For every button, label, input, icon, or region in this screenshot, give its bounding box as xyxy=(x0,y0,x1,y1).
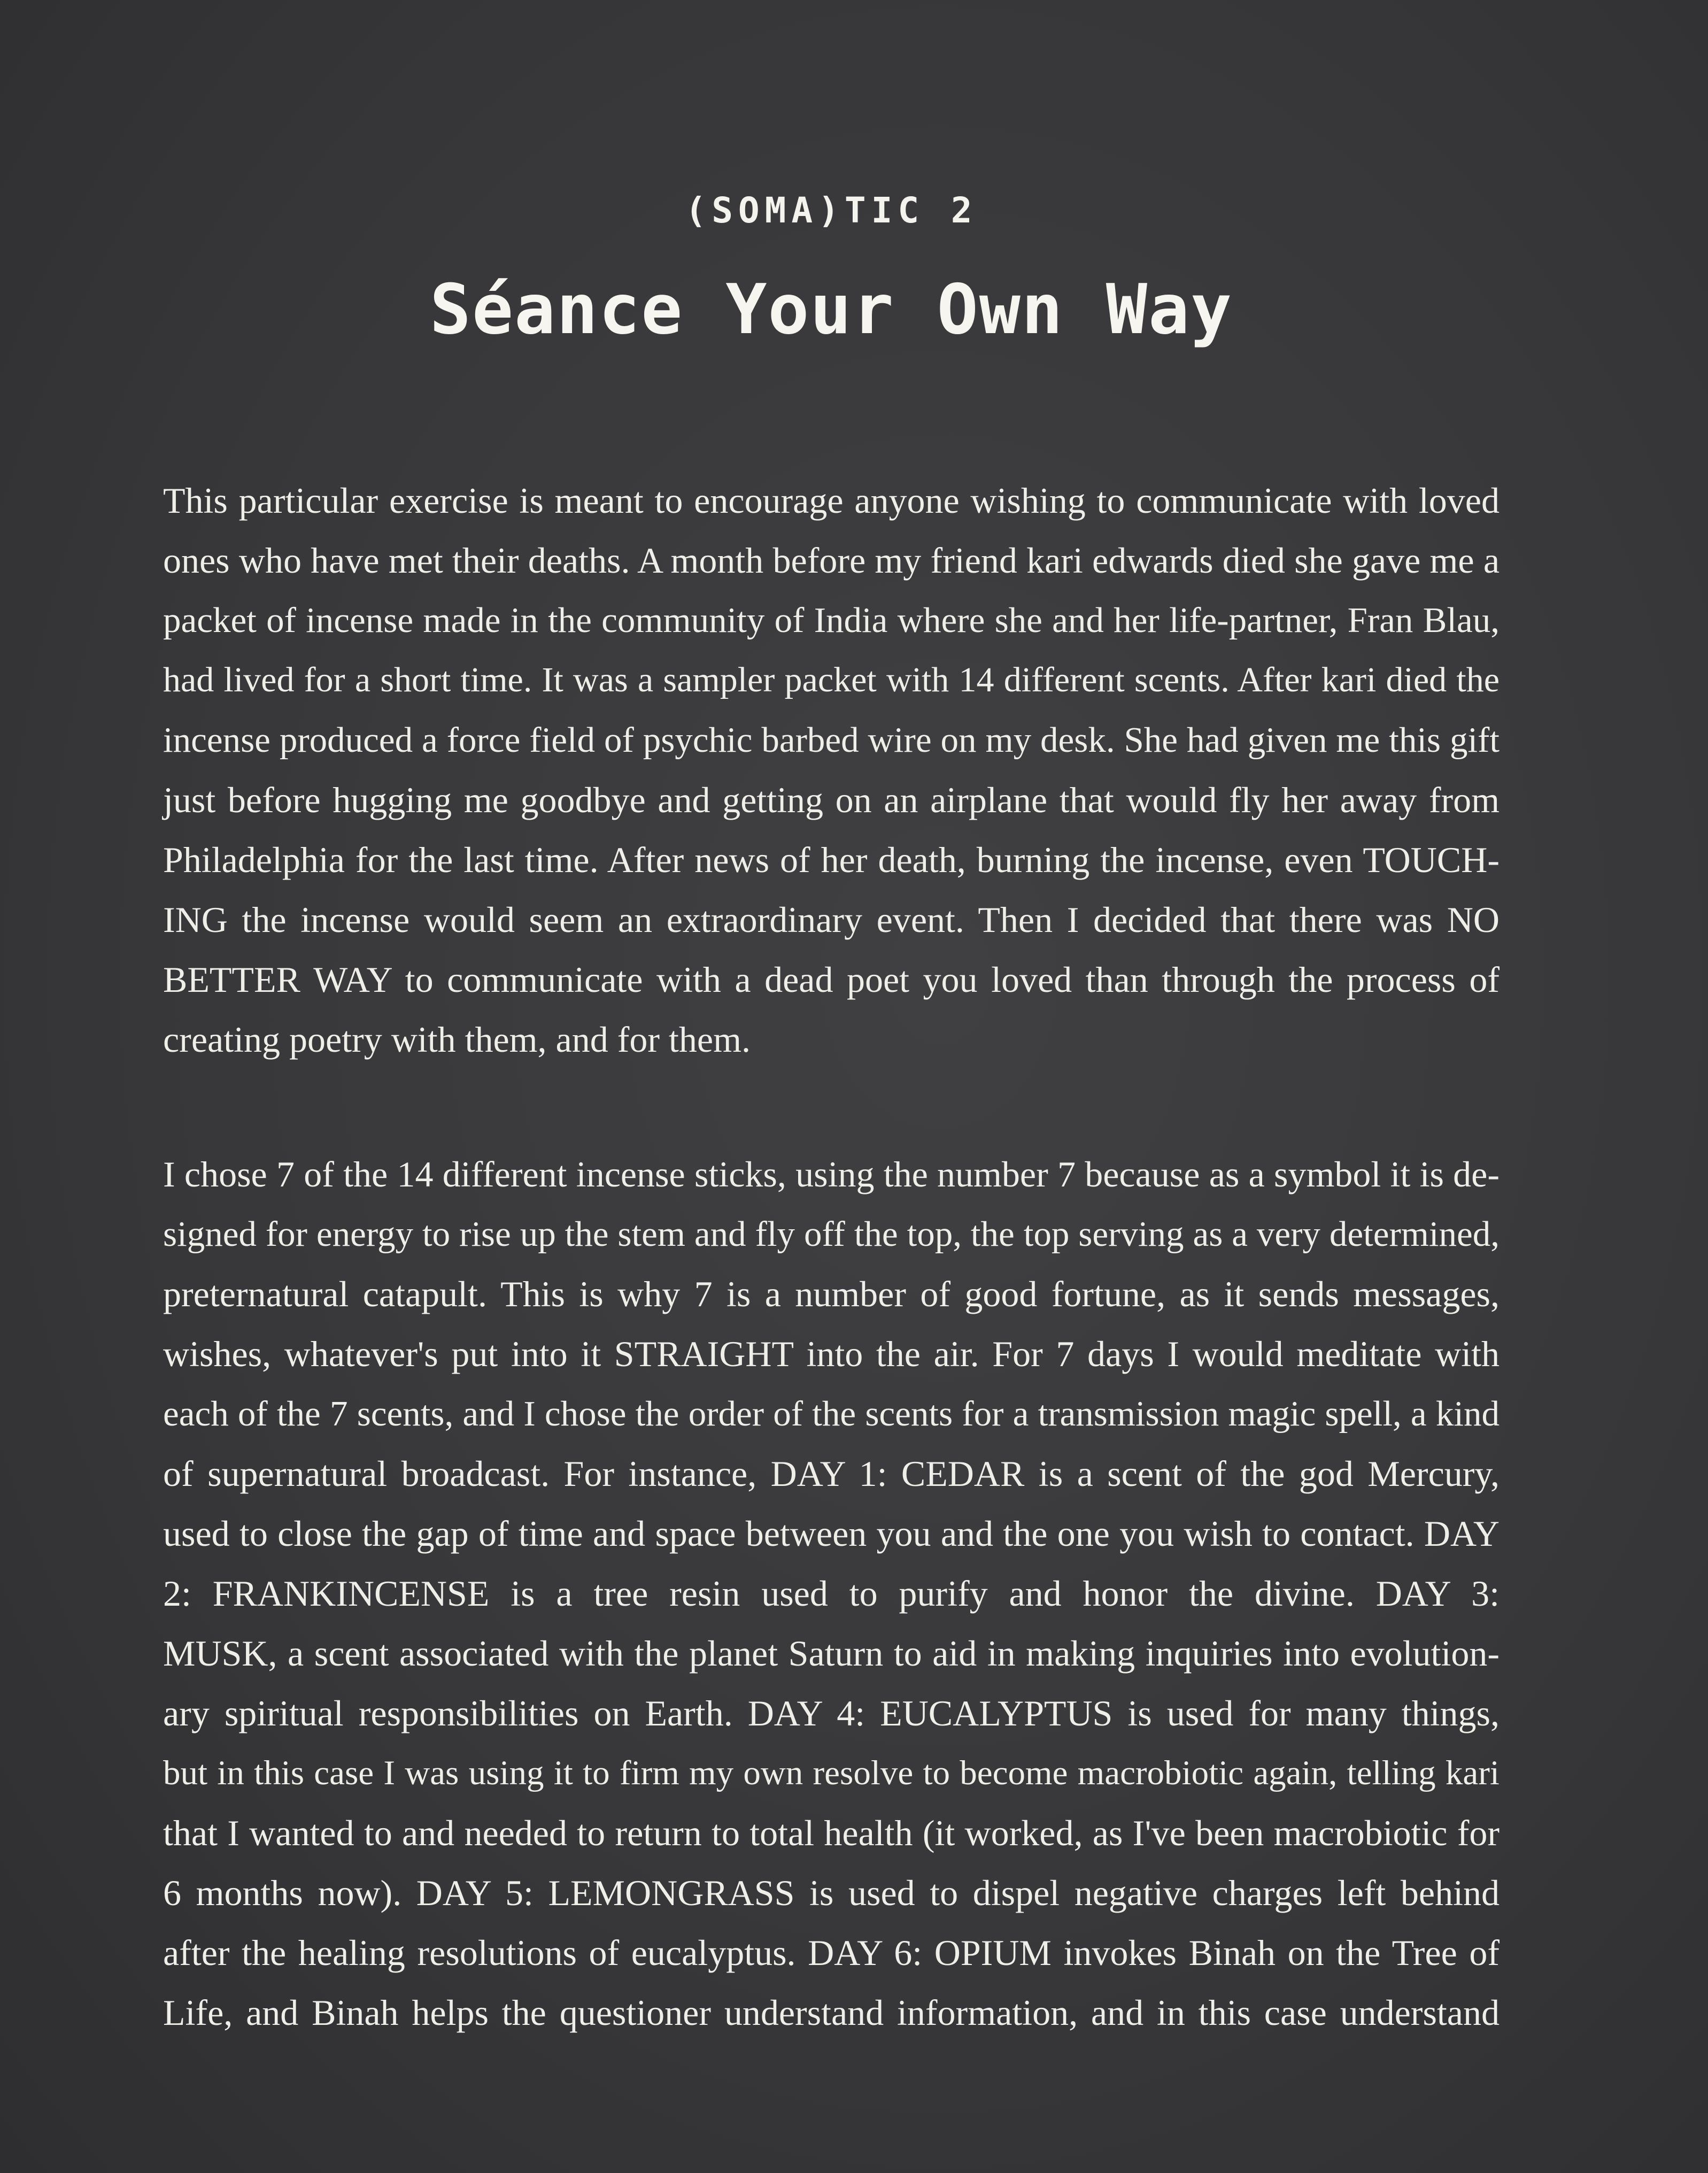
text-line: each of the 7 scents, and I chose the order of the scents for a transmission magic spell, a kind xyxy=(163,1394,1500,1434)
text-line: of supernatural broadcast. For instance, DAY 1: CEDAR is a scent of the god Mercury, xyxy=(163,1453,1500,1494)
text-line: wishes, whatever's put into it STRAIGHT into the air. For 7 days I would meditate with xyxy=(163,1334,1500,1374)
text-line: Life, and Binah helps the questioner understand information, and in this case understand xyxy=(163,1992,1500,2033)
text-line: signed for energy to rise up the stem and fly off the top, the top serving as a very determined, xyxy=(163,1214,1500,1254)
text-line: that I wanted to and needed to return to total health (it worked, as I've been macrobiotic for xyxy=(163,1813,1500,1853)
text-line: Philadelphia for the last time. After news of her death, burning the incense, even TOUCH- xyxy=(163,839,1500,880)
text-line: I chose 7 of the 14 different incense sticks, using the number 7 because as a symbol it is de- xyxy=(163,1154,1500,1195)
text-line: used to close the gap of time and space between you and the one you wish to contact. DAY xyxy=(163,1513,1500,1554)
text-line: 2: FRANKINCENSE is a tree resin used to purify and honor the divine. DAY 3: xyxy=(163,1573,1500,1614)
text-line: 6 months now). DAY 5: LEMONGRASS is used to dispel negative charges left behind xyxy=(163,1873,1500,1913)
text-line: but in this case I was using it to firm my own resolve to become macrobiotic again, telling kari xyxy=(163,1754,1500,1792)
text-line: after the healing resolutions of eucalyptus. DAY 6: OPIUM invokes Binah on the Tree of xyxy=(163,1932,1500,1973)
text-line: ones who have met their deaths. A month before my friend kari edwards died she gave me a xyxy=(163,540,1500,581)
paragraph-2 xyxy=(163,1144,1500,2043)
text-line: incense produced a force field of psychic barbed wire on my desk. She had given me this gift xyxy=(163,720,1500,760)
text-line: This particular exercise is meant to encourage anyone wishing to communicate with loved xyxy=(163,480,1500,521)
text-line: ING the incense would seem an extraordinary event. Then I decided that there was NO xyxy=(163,899,1500,940)
text-line: just before hugging me goodbye and getting on an airplane that would fly her away from xyxy=(163,780,1500,820)
text-line: BETTER WAY to communicate with a dead poet you loved than through the process of xyxy=(163,959,1500,1000)
text-line: had lived for a short time. It was a sampler packet with 14 different scents. After kari died the xyxy=(163,660,1500,699)
text-line: creating poetry with them, and for them. xyxy=(163,1019,751,1060)
paragraph-1 xyxy=(163,471,1500,1069)
text-line: MUSK, a scent associated with the planet Saturn to aid in making inquiries into evolution- xyxy=(163,1633,1500,1674)
page-title: Séance Your Own Way xyxy=(429,270,1233,350)
text-line: preternatural catapult. This is why 7 is a number of good fortune, as it sends messages, xyxy=(163,1274,1500,1314)
text-line: ary spiritual responsibilities on Earth. DAY 4: EUCALYPTUS is used for many things, xyxy=(163,1693,1500,1733)
section-kicker: (SOMA)TIC 2 xyxy=(685,190,978,231)
text-line: packet of incense made in the community of India where she and her life-partner, Fran Blau, xyxy=(163,600,1500,640)
